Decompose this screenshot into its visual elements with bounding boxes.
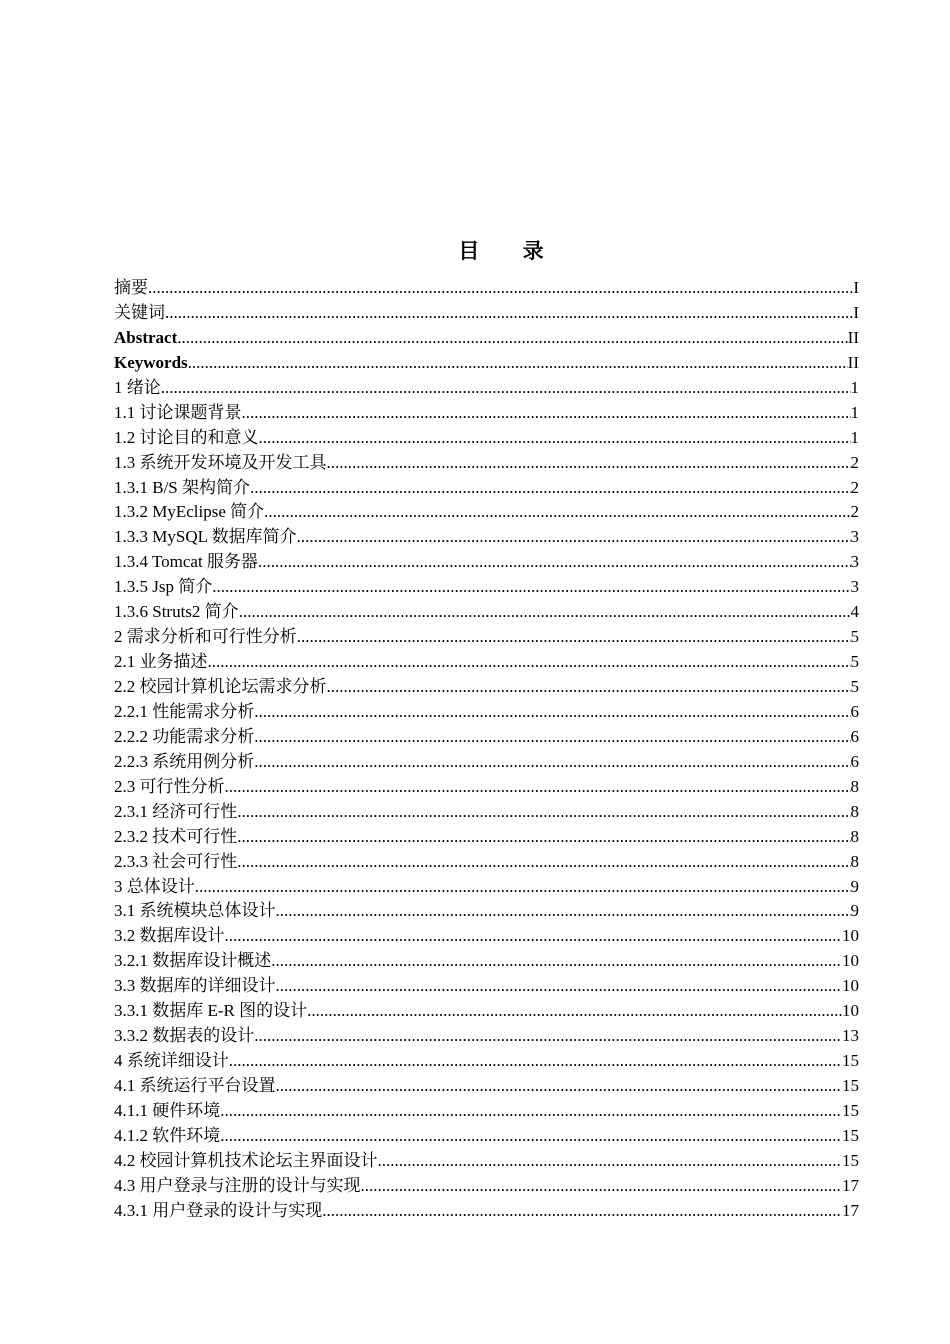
toc-entry-label: 1.2 讨论目的和意义: [114, 427, 259, 447]
toc-entry-label: 3 总体设计: [114, 876, 195, 896]
toc-entry-page-number: 17: [842, 1200, 859, 1220]
dot-leader: [322, 1199, 842, 1224]
dot-leader: [258, 550, 851, 575]
dot-leader: [327, 675, 851, 700]
toc-entry[interactable]: [114, 999, 859, 1024]
toc-entry-page-number: 9: [850, 901, 859, 921]
toc-entry[interactable]: [114, 800, 859, 825]
toc-entry-page-number: 4: [850, 602, 859, 622]
toc-entry-page-number: 10: [842, 1001, 859, 1021]
dot-leader: [220, 1124, 842, 1149]
toc-entry[interactable]: [114, 949, 859, 974]
dot-leader: [225, 775, 851, 800]
toc-entry-label: 4.3.1 用户登录的设计与实现: [114, 1200, 323, 1220]
toc-entry-page-number: 3: [850, 577, 859, 597]
toc-entry-page-number: 15: [842, 1100, 859, 1120]
toc-entry[interactable]: [114, 825, 859, 850]
toc-entry[interactable]: [114, 675, 859, 700]
toc-entry-label: 3.3.2 数据表的设计: [114, 1026, 255, 1046]
toc-entry-page-number: 17: [842, 1175, 859, 1195]
dot-leader: [242, 401, 851, 426]
dot-leader: [237, 825, 850, 850]
toc-entry[interactable]: [114, 476, 859, 501]
dot-leader: [225, 924, 843, 949]
toc-entry[interactable]: [114, 525, 859, 550]
toc-entry-label: 4.3 用户登录与注册的设计与实现: [114, 1175, 361, 1195]
toc-entry[interactable]: [114, 451, 859, 476]
toc-entry-page-number: 3: [850, 527, 859, 547]
toc-entry[interactable]: [114, 650, 859, 675]
dot-leader: [220, 1099, 842, 1124]
toc-entry-label: Keywords: [114, 352, 188, 372]
toc-entry-label: 4.1.2 软件环境: [114, 1125, 221, 1145]
dot-leader: [254, 700, 850, 725]
toc-entry-label: 2.2.2 功能需求分析: [114, 726, 255, 746]
toc-entry-label: 4.2 校园计算机技术论坛主界面设计: [114, 1150, 378, 1170]
dot-leader: [276, 1074, 843, 1099]
toc-entry-page-number: 1: [850, 427, 859, 447]
dot-leader: [254, 725, 850, 750]
toc-entry-label: 2 需求分析和可行性分析: [114, 627, 297, 647]
toc-entry[interactable]: [114, 750, 859, 775]
dot-leader: [212, 575, 850, 600]
toc-entry[interactable]: [114, 974, 859, 999]
toc-entry-page-number: 10: [842, 926, 859, 946]
toc-entry-label: 1.3.1 B/S 架构简介: [114, 477, 251, 497]
dot-leader: [361, 1174, 843, 1199]
toc-title: 目 录: [458, 239, 562, 263]
dot-leader: [264, 500, 850, 525]
dot-leader: [271, 949, 842, 974]
toc-entry[interactable]: [114, 401, 859, 426]
toc-entry-page-number: I: [853, 302, 859, 322]
toc-entry-label: 2.1 业务描述: [114, 652, 208, 672]
toc-entry-label: 1.3.3 MySQL 数据库简介: [114, 527, 297, 547]
toc-entry-page-number: 8: [850, 826, 859, 846]
toc-entry[interactable]: [114, 426, 859, 451]
toc-entry-page-number: II: [847, 352, 859, 372]
toc-entry[interactable]: [114, 924, 859, 949]
toc-entry[interactable]: [114, 550, 859, 575]
toc-entry-label: 4 系统详细设计: [114, 1051, 229, 1071]
toc-entry[interactable]: [114, 725, 859, 750]
toc-entry-label: 1.1 讨论课题背景: [114, 402, 242, 422]
toc-entry-label: 4.1 系统运行平台设置: [114, 1076, 276, 1095]
toc-entry[interactable]: [114, 276, 859, 301]
toc-entry-label: 2.3.3 社会可行性: [114, 851, 238, 871]
toc-entry-page-number: 10: [842, 976, 859, 996]
dot-leader: [378, 1149, 843, 1174]
dot-leader: [195, 875, 851, 900]
toc-entry-label: 3.2.1 数据库设计概述: [114, 951, 272, 971]
toc-entry[interactable]: [114, 1199, 859, 1224]
toc-list: [114, 276, 859, 1224]
toc-entry-page-number: 15: [842, 1051, 859, 1071]
toc-entry-page-number: 6: [850, 701, 859, 721]
toc-entry-label: Abstract: [114, 327, 178, 347]
toc-entry-page-number: 3: [850, 552, 859, 572]
dot-leader: [254, 750, 850, 775]
toc-entry[interactable]: [114, 326, 859, 351]
dot-leader: [237, 850, 850, 875]
toc-entry-label: 2.3 可行性分析: [114, 776, 225, 796]
toc-entry[interactable]: [114, 575, 859, 600]
dot-leader: [188, 351, 848, 376]
toc-entry[interactable]: [114, 301, 859, 326]
toc-entry-page-number: 6: [850, 751, 859, 771]
dot-leader: [208, 650, 851, 675]
toc-entry-label: 2.2.1 性能需求分析: [114, 701, 255, 721]
toc-entry-page-number: 2: [850, 452, 859, 472]
toc-entry-page-number: 8: [850, 851, 859, 871]
toc-entry-page-number: II: [847, 327, 859, 347]
toc-entry[interactable]: [114, 700, 859, 725]
toc-entry-page-number: 5: [850, 652, 859, 672]
toc-entry[interactable]: [114, 1074, 859, 1099]
toc-entry-page-number: 2: [850, 477, 859, 497]
toc-entry-page-number: 6: [850, 726, 859, 746]
dot-leader: [229, 1049, 842, 1074]
toc-entry[interactable]: [114, 875, 859, 900]
toc-entry[interactable]: [114, 899, 859, 924]
dot-leader: [237, 800, 850, 825]
toc-entry-page-number: 1: [850, 377, 859, 397]
toc-entry-label: 3.3.1 数据库 E-R 图的设计: [114, 1001, 308, 1021]
toc-entry-label: 1.3.5 Jsp 简介: [114, 577, 213, 597]
toc-entry-label: 1.3.4 Tomcat 服务器: [114, 552, 258, 572]
dot-leader: [177, 326, 847, 351]
dot-leader: [148, 276, 853, 301]
toc-entry-label: 2.2 校园计算机论坛需求分析: [114, 677, 327, 696]
toc-entry-page-number: 15: [842, 1076, 859, 1095]
toc-entry-label: 2.2.3 系统用例分析: [114, 751, 255, 771]
dot-leader: [276, 974, 843, 999]
dot-leader: [297, 525, 851, 550]
toc-entry[interactable]: [114, 351, 859, 376]
toc-entry-label: 关键词: [114, 302, 165, 322]
toc-entry-page-number: 1: [850, 402, 859, 422]
toc-entry-page-number: 5: [850, 677, 859, 696]
toc-entry-page-number: I: [853, 278, 859, 297]
toc-entry-label: 3.1 系统模块总体设计: [114, 901, 276, 921]
toc-entry-label: 4.1.1 硬件环境: [114, 1100, 221, 1120]
toc-entry[interactable]: [114, 600, 859, 625]
dot-leader: [250, 476, 850, 501]
toc-entry-page-number: 13: [842, 1026, 859, 1046]
toc-entry-label: 1 绪论: [114, 377, 161, 397]
toc-entry[interactable]: [114, 1124, 859, 1149]
toc-entry-label: 3.2 数据库设计: [114, 926, 225, 946]
toc-entry[interactable]: [114, 850, 859, 875]
toc-entry[interactable]: [114, 1099, 859, 1124]
toc-entry-page-number: 8: [850, 801, 859, 821]
toc-entry[interactable]: [114, 1049, 859, 1074]
toc-entry[interactable]: [114, 376, 859, 401]
toc-entry-label: 2.3.1 经济可行性: [114, 801, 238, 821]
toc-entry[interactable]: [114, 625, 859, 650]
dot-leader: [307, 999, 842, 1024]
dot-leader: [276, 899, 851, 924]
dot-leader: [239, 600, 851, 625]
dot-leader: [165, 301, 853, 326]
toc-entry-page-number: 10: [842, 951, 859, 971]
toc-entry-page-number: 5: [850, 627, 859, 647]
toc-entry-label: 3.3 数据库的详细设计: [114, 976, 276, 996]
toc-entry-page-number: 8: [850, 776, 859, 796]
dot-leader: [161, 376, 851, 401]
toc-entry-page-number: 15: [842, 1150, 859, 1170]
toc-entry[interactable]: [114, 1174, 859, 1199]
toc-entry-page-number: 9: [850, 876, 859, 896]
dot-leader: [259, 426, 851, 451]
toc-entry-label: 摘要: [114, 278, 148, 297]
toc-entry-label: 2.3.2 技术可行性: [114, 826, 238, 846]
toc-entry-page-number: 2: [850, 502, 859, 522]
toc-entry[interactable]: [114, 1024, 859, 1049]
toc-entry-label: 1.3 系统开发环境及开发工具: [114, 452, 327, 472]
toc-entry[interactable]: [114, 775, 859, 800]
dot-leader: [297, 625, 851, 650]
toc-entry-page-number: 15: [842, 1125, 859, 1145]
toc-entry[interactable]: [114, 1149, 859, 1174]
toc-entry-label: 1.3.2 MyEclipse 简介: [114, 502, 265, 522]
toc-entry[interactable]: [114, 500, 859, 525]
dot-leader: [327, 451, 851, 476]
toc-entry-label: 1.3.6 Struts2 简介: [114, 602, 239, 622]
dot-leader: [254, 1024, 842, 1049]
